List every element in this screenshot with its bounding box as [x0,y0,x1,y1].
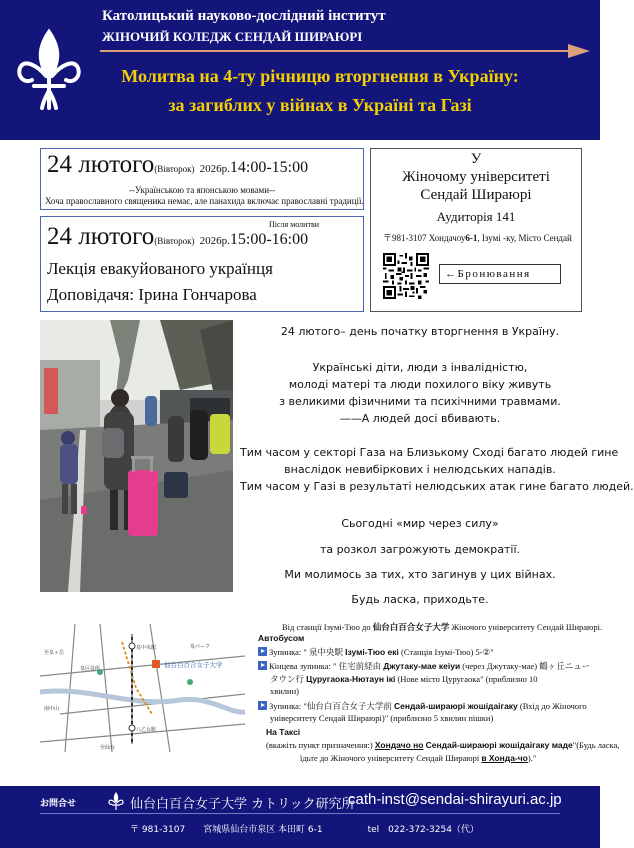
venue-address-part1: 〒981-3107 Хондачоу [383,233,466,243]
taxi-instructions-part2: "(Будь ласка, [572,740,620,750]
event-lecture-after-prayer: Після молитви [269,220,320,229]
event-lecture-speaker: Доповідачя: Ірина Гончарова [47,285,257,304]
message-line-8: Тим часом у Газі в результаті нелюдських атак гине багато людей. [240,480,634,493]
venue-address [383,231,572,244]
taxi-instructions [266,740,619,750]
message-line-10: та розкол загрожують демократії. [319,543,521,556]
bus-stop-2-part1: Кінцева зупинка: " 住宅前経由 [269,661,382,671]
message-line-11: Ми молимось за тих, хто загинув у цих війнах. [284,568,556,581]
event-prayer-language-note: --Українською та японською мовами-- [128,185,276,195]
institute-name: Католицький науково-дослідний інститут [102,8,386,24]
bus-stop-3-part2: (Вхід до Жіночого [519,701,587,711]
map-label-to-sendai: 至仙台 [100,745,116,751]
taxi-line2-honda-cho: в Хонда-чо [481,753,528,763]
bus-stop-2-line2-part2: (Нове місто Цуругаока" (приблизно 10 [397,674,538,684]
taxi-instructions-line2 [300,753,536,763]
message-line-5: ——А людей досі вбивають. [339,412,501,425]
bus-stop-3-line2: університету Сендай Шираюрі)" (приблизно 5 хвилин пішки) [270,713,494,723]
event-lecture-time: 15:00-16:00 [229,231,309,248]
event-lecture-datetime [47,223,308,251]
page-title-line2: за загиблих у війнах в Україні та Газі [168,95,472,115]
directions-intro-part2: Жіночого університету Сендай Шираюрі. [451,622,603,632]
header-banner [0,0,600,140]
refugees-photo [40,320,233,592]
directions-intro [282,621,602,633]
map-label-izumi-park: 泉パーク [190,644,211,650]
booking-button[interactable]: ←Бронювання [439,264,561,284]
event-lecture-year: 2026р. [199,235,230,247]
event-prayer-datetime [47,151,308,179]
qr-code-icon[interactable] [383,253,429,299]
bus-stop-2-destination: Цуругаока-Нютаун ікі [306,674,396,684]
footer [0,786,600,848]
bus-heading-label: Автобусом [258,633,305,643]
play-marker-icon [258,647,267,656]
map-label-minami-nakayama: 南中山 [44,706,60,712]
bus-stop-3-name: Сендай-шираюрі жошідаігаку [394,701,518,711]
event-prayer-date: 24 лютого [47,151,155,178]
event-lecture-box [40,216,364,312]
campus-map[interactable] [40,624,245,752]
directions-intro-part1: Від станції Ізумі-Тюо до [282,622,371,632]
bus-stop-1-part1: Зупинка: " 泉中央駅 [269,647,344,657]
message-line-7: внаслідок невибіркових і нелюдських нападів. [284,463,556,476]
bus-stop-2-line2 [270,673,538,685]
venue-room: Аудиторія 141 [436,209,516,224]
bus-heading [258,633,304,643]
event-lecture-date: 24 лютого [47,223,155,250]
header-rule [100,50,572,52]
directions-intro-university: 仙台白百合女子大学 [372,622,450,632]
map-label-to-izumigatake: 至泉ヶ岳 [44,650,65,656]
bus-stop-3 [258,700,587,712]
taxi-destination: Сендай-шираюрі жошідаігаку маде [425,740,573,750]
map-label-izumi-chuo: 泉中央駅 [136,645,157,651]
event-prayer-weekday: (Вівторок) [154,164,195,174]
footer-divider [40,813,560,814]
venue-university: Жіночому університеті [402,169,550,185]
bus-stop-2-part2: (через Джутаку-мае) 鶴ヶ丘ニュー [462,661,591,671]
message-line-12: Будь ласка, приходьте. [351,593,489,606]
fleur-de-lis-small-icon [108,791,124,811]
event-prayer-time: 14:00-15:00 [229,159,309,176]
taxi-line2-part1: їдьте до Жіночого університету Сендай Шираюрі [300,753,480,763]
venue-university-name: Сендай Шираюрі [420,187,532,203]
taxi-instructions-part1: (вкажіть пункт призначення:) [266,740,373,750]
map-campus-label: 仙台白百合女子大学 [164,661,223,669]
map-label-ward-office: 泉区役所 [80,666,101,672]
page-title-line1: Молитва на 4-ту річницю вторгнення в Україну: [121,66,519,86]
message-line-1: 24 лютого– день початку вторгнення в Україну. [280,325,560,338]
bus-stop-2 [258,660,590,672]
bus-stop-1-name: Ізумі-Тюо екі [345,647,399,657]
footer-institute-name: 仙台白百合女子大学 カトリック研究所 [130,797,355,812]
message-line-2: Українські діти, люди з інвалідністю, [312,361,528,374]
event-prayer-priest-note: Хоча православного священика немає, але панахида включає православні традиції. [45,196,364,206]
play-marker-icon [258,661,267,670]
message-line-6: Тим часом у секторі Газа на Близькому Сході багато людей гине [240,446,619,459]
bus-stop-2-line3: хвилин) [270,686,299,696]
bus-stop-2-line2-part1: タウン行 [270,674,305,684]
event-prayer-year: 2026р. [199,163,230,175]
map-label-yaotome: 八乙女駅 [136,727,157,733]
college-name: ЖІНОЧИЙ КОЛЕДЖ СЕНДАЙ ШИРАЮРІ [102,29,363,44]
taxi-heading-label: На Таксі [266,727,301,737]
bus-stop-1-part2: (Станція Ізумі-Тюо) 5-②" [400,647,494,657]
bus-stop-1 [258,646,494,658]
taxi-honda-cho: Хондачо но [374,740,424,750]
footer-contact-label: お問合せ [40,799,77,809]
play-marker-icon [258,701,267,710]
venue-address-part2: , Ізумі -ку, Місто Сендай [477,233,572,243]
taxi-line2-part2: )." [527,753,537,763]
event-lecture-weekday: (Вівторок) [154,236,195,246]
message-line-4: з великими фізичними та психічними травмами. [279,395,561,408]
venue-address-number: 6-1 [465,233,478,243]
footer-address: 〒 981-3107 宮城県仙台市泉区 本田町 6-1 tel 022-372-3254（代） [130,825,479,835]
bus-stop-2-via: Джутаку-мае кеіуи [383,661,461,671]
bus-stop-3-part1: Зупинка: "仙台白百合女子大学前 [269,701,392,711]
venue-box [370,148,582,312]
message-line-3: молоді матері та люди похилого віку живуть [288,378,552,391]
footer-email-link[interactable]: cath-inst@sendai-shirayuri.ac.jp [348,791,562,808]
message-line-9: Сьогодні «мир через силу» [341,517,499,530]
venue-preposition: У [470,151,482,167]
event-lecture-title: Лекція евакуйованого українця [47,259,273,278]
event-prayer-box [40,148,364,210]
taxi-heading [266,727,300,737]
arrow-right-icon [568,44,590,58]
